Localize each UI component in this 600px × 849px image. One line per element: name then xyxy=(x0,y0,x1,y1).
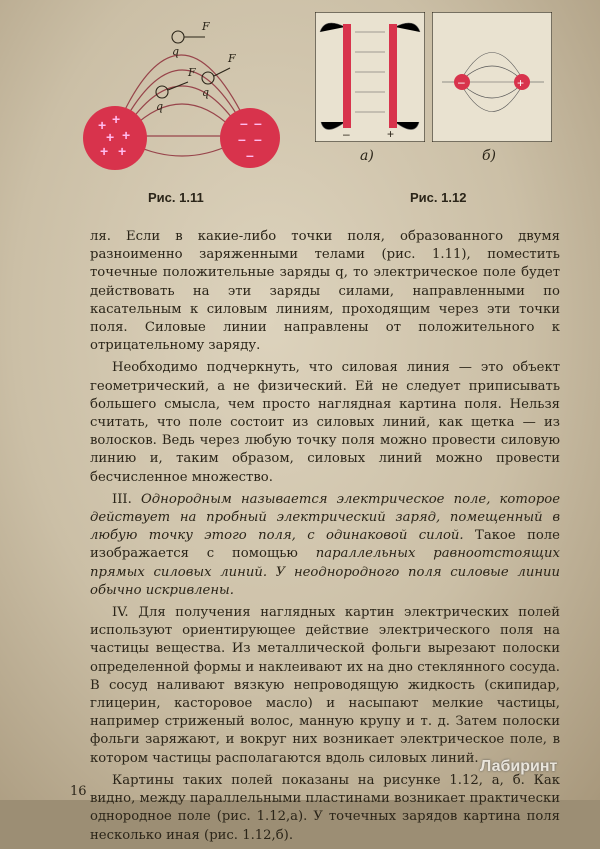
svg-text:+: + xyxy=(98,117,107,133)
caption-fig-1-12: Рис. 1.12 xyxy=(410,190,467,205)
figure-1-12b xyxy=(432,12,552,142)
paragraph-text: Такое поле изображается с помощью xyxy=(90,528,560,562)
emphasis-text: параллельных равноотстоящих прямых силовых линий. У неоднородного поля силовые линии обычно искривлены. xyxy=(90,546,560,598)
section-number: III. xyxy=(112,491,132,507)
svg-text:+: + xyxy=(517,76,525,90)
charge-label-q: q xyxy=(202,86,210,99)
svg-text:+: + xyxy=(118,143,127,159)
plate-negative xyxy=(343,24,351,128)
svg-text:–: – xyxy=(238,131,246,147)
svg-text:–: – xyxy=(240,115,248,131)
watermark-logo: Лабиринт xyxy=(480,758,558,775)
svg-text:+: + xyxy=(387,127,395,141)
svg-text:–: – xyxy=(246,147,254,163)
caption-fig-1-11: Рис. 1.11 xyxy=(148,190,204,205)
paragraph: IV. Для получения наглядных картин электрических полей используют ориентирующее действие электрического поля на частицы вещества. Из металлической фольги вырезают полоски определенной формы и наклеивают их на дно стеклянного сосуда. В сосуд наливают вязкую непроводящую жидкость (скипидар, глицерин, касторовое масло) и насыпают мелкие частицы, например стриженый волос, манную крупу и т. д. Затем полоски фольги заряжают, и вокруг них возникает электрическое поле, в котором частицы располагаются вдоль силовых линий. xyxy=(90,605,560,766)
page-number: 16 xyxy=(70,784,87,799)
paragraph xyxy=(90,491,560,600)
label-fig-1-12a: a) xyxy=(360,148,374,164)
svg-text:–: – xyxy=(458,75,465,89)
plate-positive xyxy=(389,24,397,128)
force-label-f: F xyxy=(188,66,196,79)
svg-text:+: + xyxy=(112,111,121,127)
label-fig-1-12b: б) xyxy=(482,148,497,164)
svg-text:+: + xyxy=(100,143,109,159)
svg-text:–: – xyxy=(254,131,262,147)
paragraph: Картины таких полей показаны на рисунке 1.12, а, б. Как видно, между параллельными пластинами возникает практически однородное поле (рис. 1.12,а). У точечных зарядов картина поля несколько иная (рис. 1.12,б). xyxy=(90,772,560,843)
charge-label-q: q xyxy=(156,100,164,113)
body-text xyxy=(90,228,560,849)
paragraph: ля. Если в какие-либо точки поля, образованного двумя разноименно заряженными телами (рис. 1.11), поместить точечные положительные заряды q, то электрическое поле будет действовать на эти заряды силами, направленными по касательным к силовым линиям, проходящим через эти точки поля. Силовые линии направлены от положительного к отрицательному заряду. xyxy=(90,229,560,354)
figure-1-11 xyxy=(70,10,300,190)
svg-text:–: – xyxy=(254,115,262,131)
svg-text:–: – xyxy=(343,127,350,141)
svg-text:+: + xyxy=(122,127,131,143)
force-label-f: F xyxy=(228,52,236,65)
definition-text: Однородным называется электрическое поле, которое действует на пробный электрический заряд, помещенный в любую точку этого поля, с одинаковой силой. xyxy=(90,491,561,544)
charge-label-q: q xyxy=(172,45,180,58)
figure-1-12a xyxy=(315,12,425,142)
svg-text:+: + xyxy=(106,129,115,145)
force-label-f: F xyxy=(202,20,210,33)
paragraph: Необходимо подчеркнуть, что силовая линия — это объект геометрический, а не физический. Ей не следует приписывать большего смысла, чем просто наглядная картина поля. Нельзя считать, что поле состоит из силовых линий, как щетка — из волосков. Ведь через любую точку поля можно провести силовую линию и, таким образом, силовых линий можно провести бесчисленное множество. xyxy=(90,360,560,485)
